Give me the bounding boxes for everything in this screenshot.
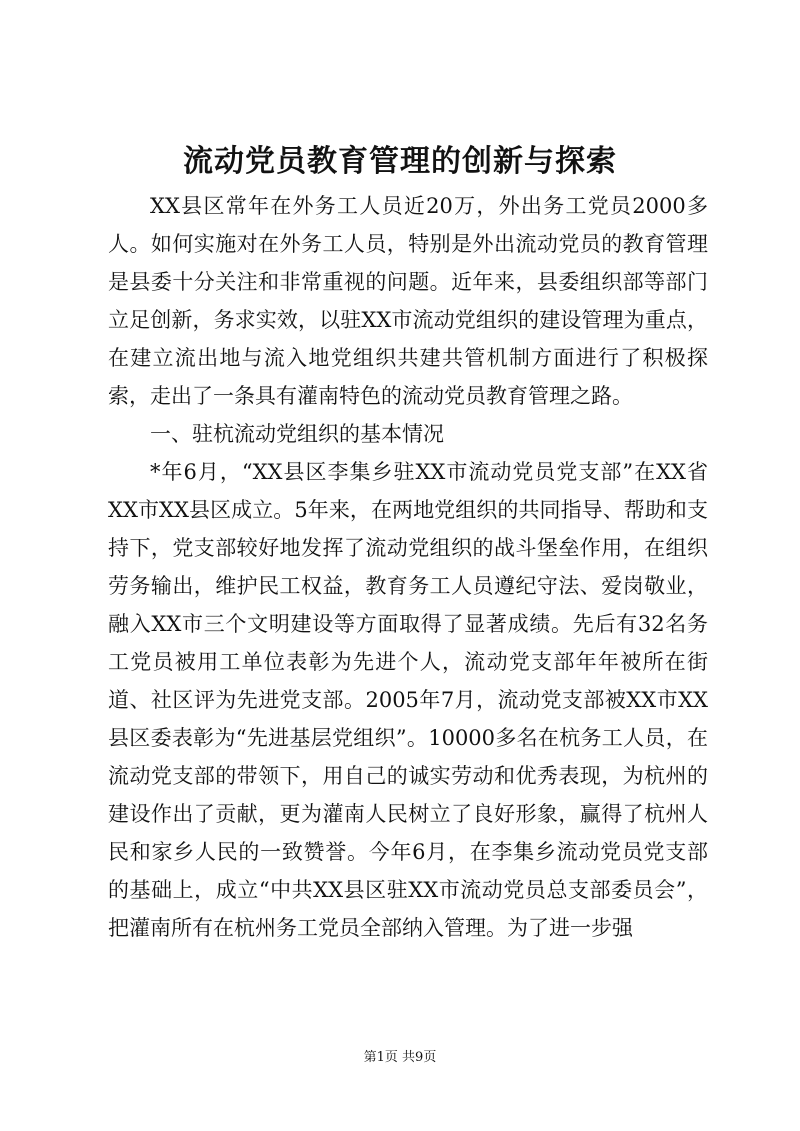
intro-paragraph: XX县区常年在外务工人员近20万，外出务工党员2000多人。如何实施对在外务工人员，特别是外出流动党员的教育管理是县委十分关注和非常重视的问题。近年来，县委组织部等部门立足创新，务求实效，以驻XX市流动党组织的建设管理为重点，在建立流出地与流入地党组织共建共管机制方面进行了积极探索，走出了一条具有灌南特色的流动党员教育管理之路。 xyxy=(108,194,708,408)
document-title: 流动党员教育管理的创新与探索 xyxy=(183,144,617,179)
section-heading: 一、驻杭流动党组织的基本情况 xyxy=(150,422,444,446)
document-body xyxy=(108,187,708,947)
section-paragraph: *年6月，“XX县区李集乡驻XX市流动党员党支部”在XX省XX市XX县区成立。5年来，在两地党组织的共同指导、帮助和支持下，党支部较好地发挥了流动党组织的战斗堡垒作用，在组织劳务输出，维护民工权益，教育务工人员遵纪守法、爱岗敬业，融入XX市三个文明建设等方面取得了显著成绩。先后有32名务工党员被用工单位表彰为先进个人，流动党支部年年被所在街道、社区评为先进党支部。2005年7月，流动党支部被XX市XX县区委表彰为“先进基层党组织”。10000多名在杭务工人员，在流动党支部的带领下，用自己的诚实劳动和优秀表现，为杭州的建设作出了贡献，更为灌南人民树立了良好形象，赢得了杭州人民和家乡人民的一致赞誉。今年6月，在李集乡流动党员党支部的基础上，成立“中共XX县区驻XX市流动党员总支部委员会”，把灌南所有在杭州务工党员全部纳入管理。为了进一步强 xyxy=(108,460,708,940)
page-footer: 第1页 共9页 xyxy=(363,1050,437,1065)
